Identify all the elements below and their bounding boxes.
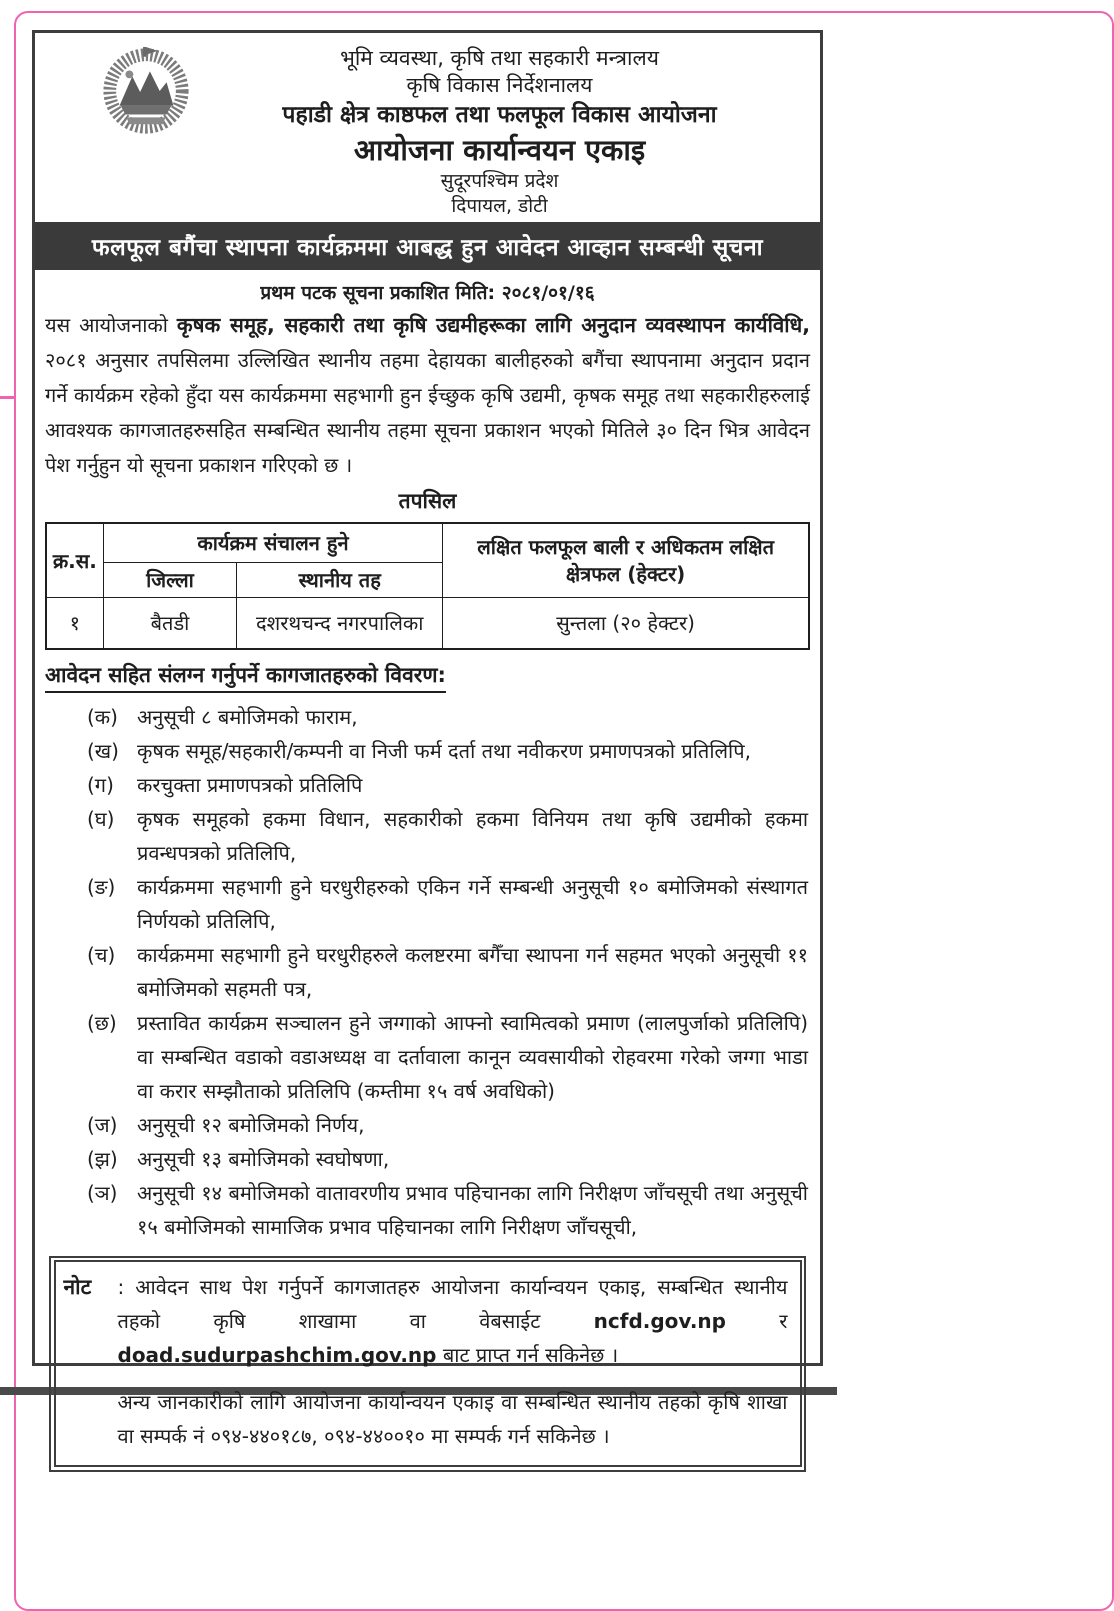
scan-margin-tick: [0, 396, 16, 399]
documents-list: [45, 700, 810, 1244]
col-header-local-level: स्थानीय तह: [237, 562, 443, 597]
cell-target-crop: सुन्तला (२० हेक्टर): [443, 597, 809, 649]
published-date-line: प्रथम पटक सूचना प्रकाशित मिति: २०८१/०१/१६: [260, 281, 595, 304]
list-item-text: कृषक समूह/सहकारी/कम्पनी वा निजी फर्म दर्ता तथा नवीकरण प्रमाणपत्रको प्रतिलिपि,: [137, 738, 751, 763]
col-header-sn: क्र.स.: [46, 523, 103, 598]
intro-pre: यस आयोजनाको: [45, 312, 177, 337]
table-row: [46, 597, 809, 649]
notice-title-bar: फलफूल बगैंचा स्थापना कार्यक्रममा आबद्ध हुन आवेदन आव्हान सम्बन्धी सूचना: [35, 222, 820, 270]
list-item-label: (ञ): [87, 1180, 118, 1205]
directorate-name: कृषि विकास निर्देशनालय: [406, 72, 593, 97]
list-item-text: अनुसूची १२ बमोजिमको निर्णय,: [137, 1112, 365, 1137]
list-item-text: अनुसूची १३ बमोजिमको स्वघोषणा,: [137, 1146, 390, 1171]
nepal-govt-emblem-logo: [97, 45, 197, 141]
note-paragraph-2: अन्य जानकारीको लागि आयोजना कार्यान्वयन एकाइ वा सम्बन्धित स्थानीय तहको कृषि शाखा वा सम्पर्क नं ०९४-४४०१८७, ०९४-४४००१० मा सम्पर्क गर्न सकिनेछ ।: [117, 1390, 788, 1449]
documents-section-heading: आवेदन सहित संलग्न गर्नुपर्ने कागजातहरुको विवरण:: [45, 661, 446, 693]
col-header-district: जिल्ला: [103, 562, 237, 597]
website-ncfd: ncfd.gov.np: [593, 1309, 726, 1334]
schedule-heading: तपसिल: [398, 488, 457, 513]
list-item-label: (घ): [87, 806, 115, 831]
project-name: पहाडी क्षेत्र काष्ठफल तथा फलफूल विकास आयोजना: [282, 101, 717, 128]
list-item-label: (क): [87, 704, 118, 729]
list-item: [45, 1108, 810, 1142]
list-item-text: अनुसूची ८ बमोजिमको फाराम,: [137, 704, 358, 729]
letterhead-text: [197, 45, 810, 218]
note-p1-mid: र: [725, 1309, 788, 1334]
notice-body: [35, 270, 820, 1472]
col-header-program: कार्यक्रम संचालन हुने: [103, 523, 443, 563]
implementation-unit-name: आयोजना कार्यान्वयन एकाइ: [353, 133, 646, 168]
list-item: [45, 734, 810, 768]
note-box: [49, 1256, 806, 1472]
list-item-label: (ख): [87, 738, 119, 763]
office-location: दिपायल, डोटी: [451, 194, 548, 217]
province-name: सुदूरपश्चिम प्रदेश: [440, 170, 559, 193]
list-item: [45, 768, 810, 802]
list-item-text: कार्यक्रममा सहभागी हुने घरधुरीहरुको एकिन गर्ने सम्बन्धी अनुसूची १० बमोजिमको संस्थागत निर्णयको प्रतिलिपि,: [137, 874, 808, 933]
cell-local-level: दशरथचन्द नगरपालिका: [237, 597, 443, 649]
ministry-name: भूमि व्यवस्था, कृषि तथा सहकारी मन्त्रालय: [340, 46, 659, 70]
list-item-label: (ङ): [87, 874, 116, 899]
list-item-text: करचुक्ता प्रमाणपत्रको प्रतिलिपि: [137, 772, 363, 797]
list-item: [45, 802, 810, 870]
intro-paragraph: [45, 308, 810, 483]
list-item: [45, 870, 810, 938]
website-doad: doad.sudurpashchim.gov.np: [117, 1343, 437, 1368]
note-paragraph-1: [64, 1270, 788, 1372]
list-item-text: अनुसूची १४ बमोजिमको वातावरणीय प्रभाव पहिचानका लागि निरीक्षण जाँचसूची तथा अनुसूची १५ बमोजिमको सामाजिक प्रभाव पहिचानका लागि निरीक्षण जाँचसूची,: [137, 1180, 808, 1239]
note-label: नोट: [63, 1275, 92, 1300]
cell-sn: १: [46, 597, 103, 649]
list-item: [45, 1176, 810, 1244]
list-item-text: प्रस्तावित कार्यक्रम सञ्चालन हुने जग्गाको आफ्नो स्वामित्वको प्रमाण (लालपुर्जाको प्रतिलिपि) वा सम्बन्धित वडाको वडाअध्यक्ष वा दर्तावाला कानून व्यवसायीको रोहवरमा गरेको जग्गा भाडा वा करार सम्झौताको प्रतिलिपि (कम्तीमा १५ वर्ष अवधिको): [137, 1010, 808, 1103]
col-header-target: लक्षित फलफूल बाली र अधिकतम लक्षित क्षेत्रफल (हेक्टर): [443, 523, 809, 598]
list-item-label: (झ): [87, 1146, 118, 1171]
list-item-text: कार्यक्रममा सहभागी हुने घरधुरीहरुले कलष्टरमा बगैँचा स्थापना गर्न सहमत भएको अनुसूची ११ बमोजिमको सहमती पत्र,: [137, 942, 808, 1001]
nepal-govt-emblem-icon: [97, 45, 195, 137]
note-p1-post: बाट प्राप्त गर्न सकिनेछ ।: [436, 1343, 619, 1368]
list-item: [45, 938, 810, 1006]
note-p1-pre: : आवेदन साथ पेश गर्नुपर्ने कागजातहरु आयोजना कार्यान्वयन एकाइ, सम्बन्धित स्थानीय तहको कृषि शाखामा वा वेबसाईट: [117, 1275, 788, 1334]
list-item: [45, 1142, 810, 1176]
list-item-label: (च): [87, 942, 116, 967]
list-item-label: (छ): [87, 1010, 117, 1035]
notice-document: [32, 30, 823, 1449]
list-item-text: कृषक समूहको हकमा विधान, सहकारीको हकमा विनियम तथा कृषि उद्यमीको हकमा प्रवन्धपत्रको प्रतिलिपि,: [137, 806, 808, 865]
schedule-table: [45, 522, 810, 650]
list-item: [45, 700, 810, 734]
intro-post: २०८१ अनुसार तपसिलमा उल्लिखित स्थानीय तहमा देहायका बालीहरुको बगैंचा स्थापनामा अनुदान प्रदान गर्ने कार्यक्रम रहेको हुँदा यस कार्यक्रममा सहभागी हुन ईच्छुक कृषि उद्यमी, कृषक समूह तथा सहकारीहरुलाई आवश्यक कागजातहरुसहित सम्बन्धित स्थानीय तहमा सूचना प्रकाशन भएको मितिले ३० दिन भित्र आवेदन पेश गर्नुहुन यो सूचना प्रकाशन गरिएको छ ।: [45, 347, 810, 477]
list-item-label: (ज): [87, 1112, 118, 1137]
cell-district: बैतडी: [103, 597, 237, 649]
note-text: [118, 1270, 788, 1372]
list-item-label: (ग): [87, 772, 114, 797]
list-item: [45, 1006, 810, 1108]
intro-bold-phrase: कृषक समूह, सहकारी तथा कृषि उद्यमीहरूका लागि अनुदान व्यवस्थापन कार्यविधि,: [176, 312, 810, 337]
letterhead: [35, 33, 820, 222]
note-box-inner: [54, 1260, 802, 1467]
